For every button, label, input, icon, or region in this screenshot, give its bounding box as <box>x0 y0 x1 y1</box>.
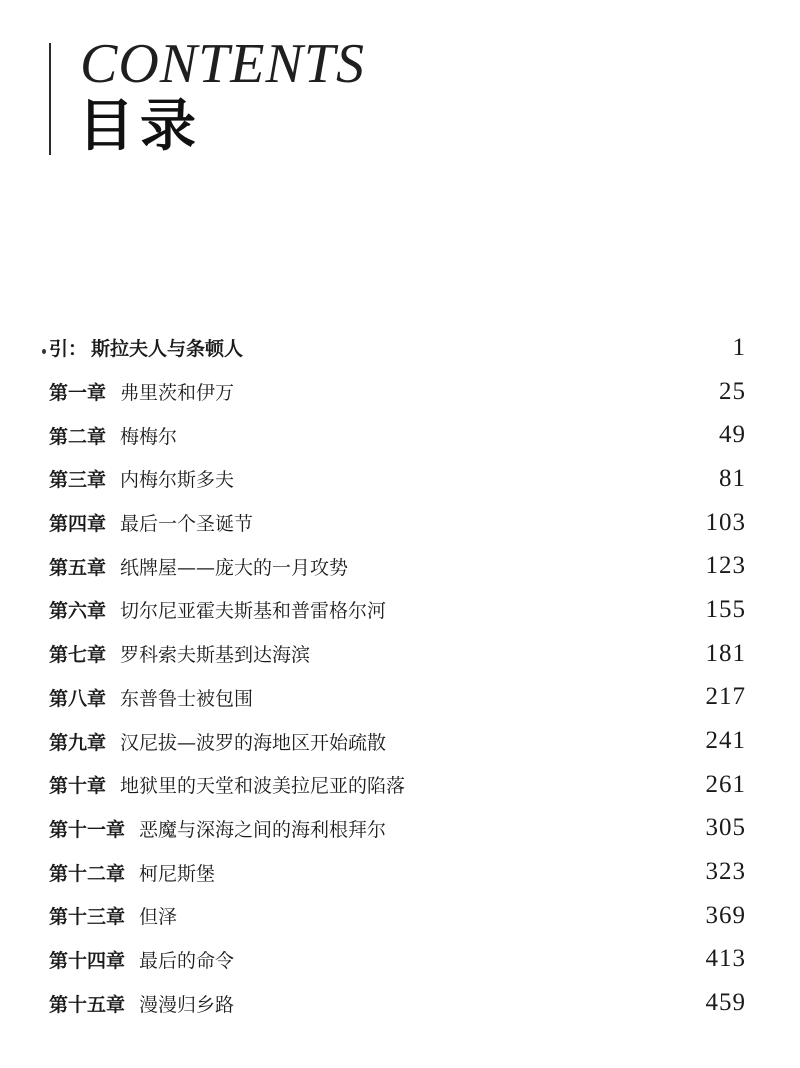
toc-entry-label <box>49 684 253 711</box>
toc-chapter-number: 第三章 <box>49 469 107 492</box>
toc-chapter-number: 第四章 <box>49 513 107 536</box>
toc-chapter-number: 第一章 <box>49 382 107 405</box>
toc-entry-chapter-13[interactable] <box>49 894 746 938</box>
toc-page-number: 261 <box>705 770 746 798</box>
toc-page-number: 1 <box>732 333 746 361</box>
toc-chapter-number: 第五章 <box>49 556 107 579</box>
toc-entry-chapter-5[interactable] <box>49 544 746 588</box>
toc-entry-label <box>49 859 215 886</box>
toc-entry-chapter-2[interactable] <box>49 413 746 457</box>
toc-chapter-title: 最后一个圣诞节 <box>120 513 254 536</box>
toc-page-number: 181 <box>705 639 746 667</box>
toc-chapter-title: 斯拉夫人与条顿人 <box>91 338 244 361</box>
toc-entry-chapter-14[interactable] <box>49 938 746 982</box>
toc-entry-chapter-6[interactable] <box>49 588 746 632</box>
toc-entry-chapter-11[interactable] <box>49 807 746 851</box>
print-speck <box>42 349 46 354</box>
toc-page-number: 25 <box>719 377 746 405</box>
toc-entry-chapter-1[interactable] <box>49 370 746 414</box>
toc-page-number: 123 <box>705 552 746 580</box>
toc-page-number: 217 <box>705 683 746 711</box>
contents-title-zh: 目录 <box>78 94 202 159</box>
toc-entry-chapter-10[interactable] <box>49 763 746 807</box>
toc-page-number: 49 <box>719 421 746 449</box>
toc-entry-label <box>49 902 177 929</box>
toc-page-number: 155 <box>705 595 746 623</box>
toc-chapter-number: 第十二章 <box>49 862 126 885</box>
toc-chapter-number: 第七章 <box>49 644 107 667</box>
toc-chapter-title: 但泽 <box>139 906 178 929</box>
toc-chapter-title: 汉尼拔—波罗的海地区开始疏散 <box>120 731 387 754</box>
toc-entry-chapter-4[interactable] <box>49 501 746 545</box>
toc-chapter-title: 切尔尼亚霍夫斯基和普雷格尔河 <box>120 600 387 623</box>
toc-chapter-number: 第八章 <box>49 687 107 710</box>
toc-chapter-title: 梅梅尔 <box>120 425 178 448</box>
toc-entry-label <box>49 990 234 1017</box>
table-of-contents <box>49 326 746 1025</box>
toc-entry-label <box>49 728 386 755</box>
toc-chapter-title: 地狱里的天堂和波美拉尼亚的陷落 <box>120 775 406 798</box>
toc-page-number: 413 <box>705 945 746 973</box>
toc-entry-label <box>49 596 386 623</box>
toc-chapter-title: 罗科索夫斯基到达海滨 <box>120 644 311 667</box>
toc-chapter-number: 第六章 <box>49 600 107 623</box>
toc-page-number: 81 <box>719 464 746 492</box>
toc-entry-label <box>49 553 348 580</box>
toc-page-number: 241 <box>705 727 746 755</box>
toc-chapter-title: 弗里茨和伊万 <box>120 382 235 405</box>
toc-entry-chapter-3[interactable] <box>49 457 746 501</box>
toc-entry-intro[interactable] <box>49 326 746 370</box>
toc-page-number: 459 <box>705 989 746 1017</box>
toc-entry-chapter-15[interactable] <box>49 981 746 1025</box>
toc-chapter-title: 东普鲁士被包围 <box>120 687 254 710</box>
toc-chapter-number: 第十四章 <box>49 949 126 972</box>
toc-page-number: 305 <box>705 814 746 842</box>
toc-entry-label <box>49 378 234 405</box>
toc-chapter-title: 恶魔与深海之间的海利根拜尔 <box>139 818 387 841</box>
toc-entry-label <box>49 771 405 798</box>
toc-entry-chapter-9[interactable] <box>49 719 746 763</box>
toc-chapter-title: 柯尼斯堡 <box>139 862 216 885</box>
toc-chapter-number: 第十章 <box>49 775 107 798</box>
toc-entry-label <box>49 465 234 492</box>
toc-chapter-title: 漫漫归乡路 <box>139 993 235 1016</box>
toc-entry-chapter-7[interactable] <box>49 632 746 676</box>
toc-chapter-title: 内梅尔斯多夫 <box>120 469 235 492</box>
toc-entry-label <box>49 640 310 667</box>
toc-chapter-number: 第十五章 <box>49 993 126 1016</box>
toc-chapter-number: 第十三章 <box>49 906 126 929</box>
toc-chapter-title: 纸牌屋——庞大的一月攻势 <box>120 556 349 579</box>
toc-page-number: 323 <box>705 858 746 886</box>
contents-title-en: CONTENTS <box>80 33 365 95</box>
toc-chapter-number: 第十一章 <box>49 818 126 841</box>
toc-entry-label <box>49 334 243 361</box>
toc-entry-label <box>49 509 253 536</box>
toc-chapter-number: 第二章 <box>49 425 107 448</box>
toc-entry-chapter-8[interactable] <box>49 676 746 720</box>
toc-entry-label <box>49 422 177 449</box>
toc-entry-chapter-12[interactable] <box>49 850 746 894</box>
toc-chapter-number: 引： <box>49 338 88 361</box>
toc-chapter-title: 最后的命令 <box>139 949 235 972</box>
header-vertical-rule <box>49 43 51 155</box>
toc-entry-label <box>49 815 386 842</box>
toc-page-number: 369 <box>705 901 746 929</box>
toc-chapter-number: 第九章 <box>49 731 107 754</box>
toc-entry-label <box>49 946 234 973</box>
toc-page-number: 103 <box>705 508 746 536</box>
